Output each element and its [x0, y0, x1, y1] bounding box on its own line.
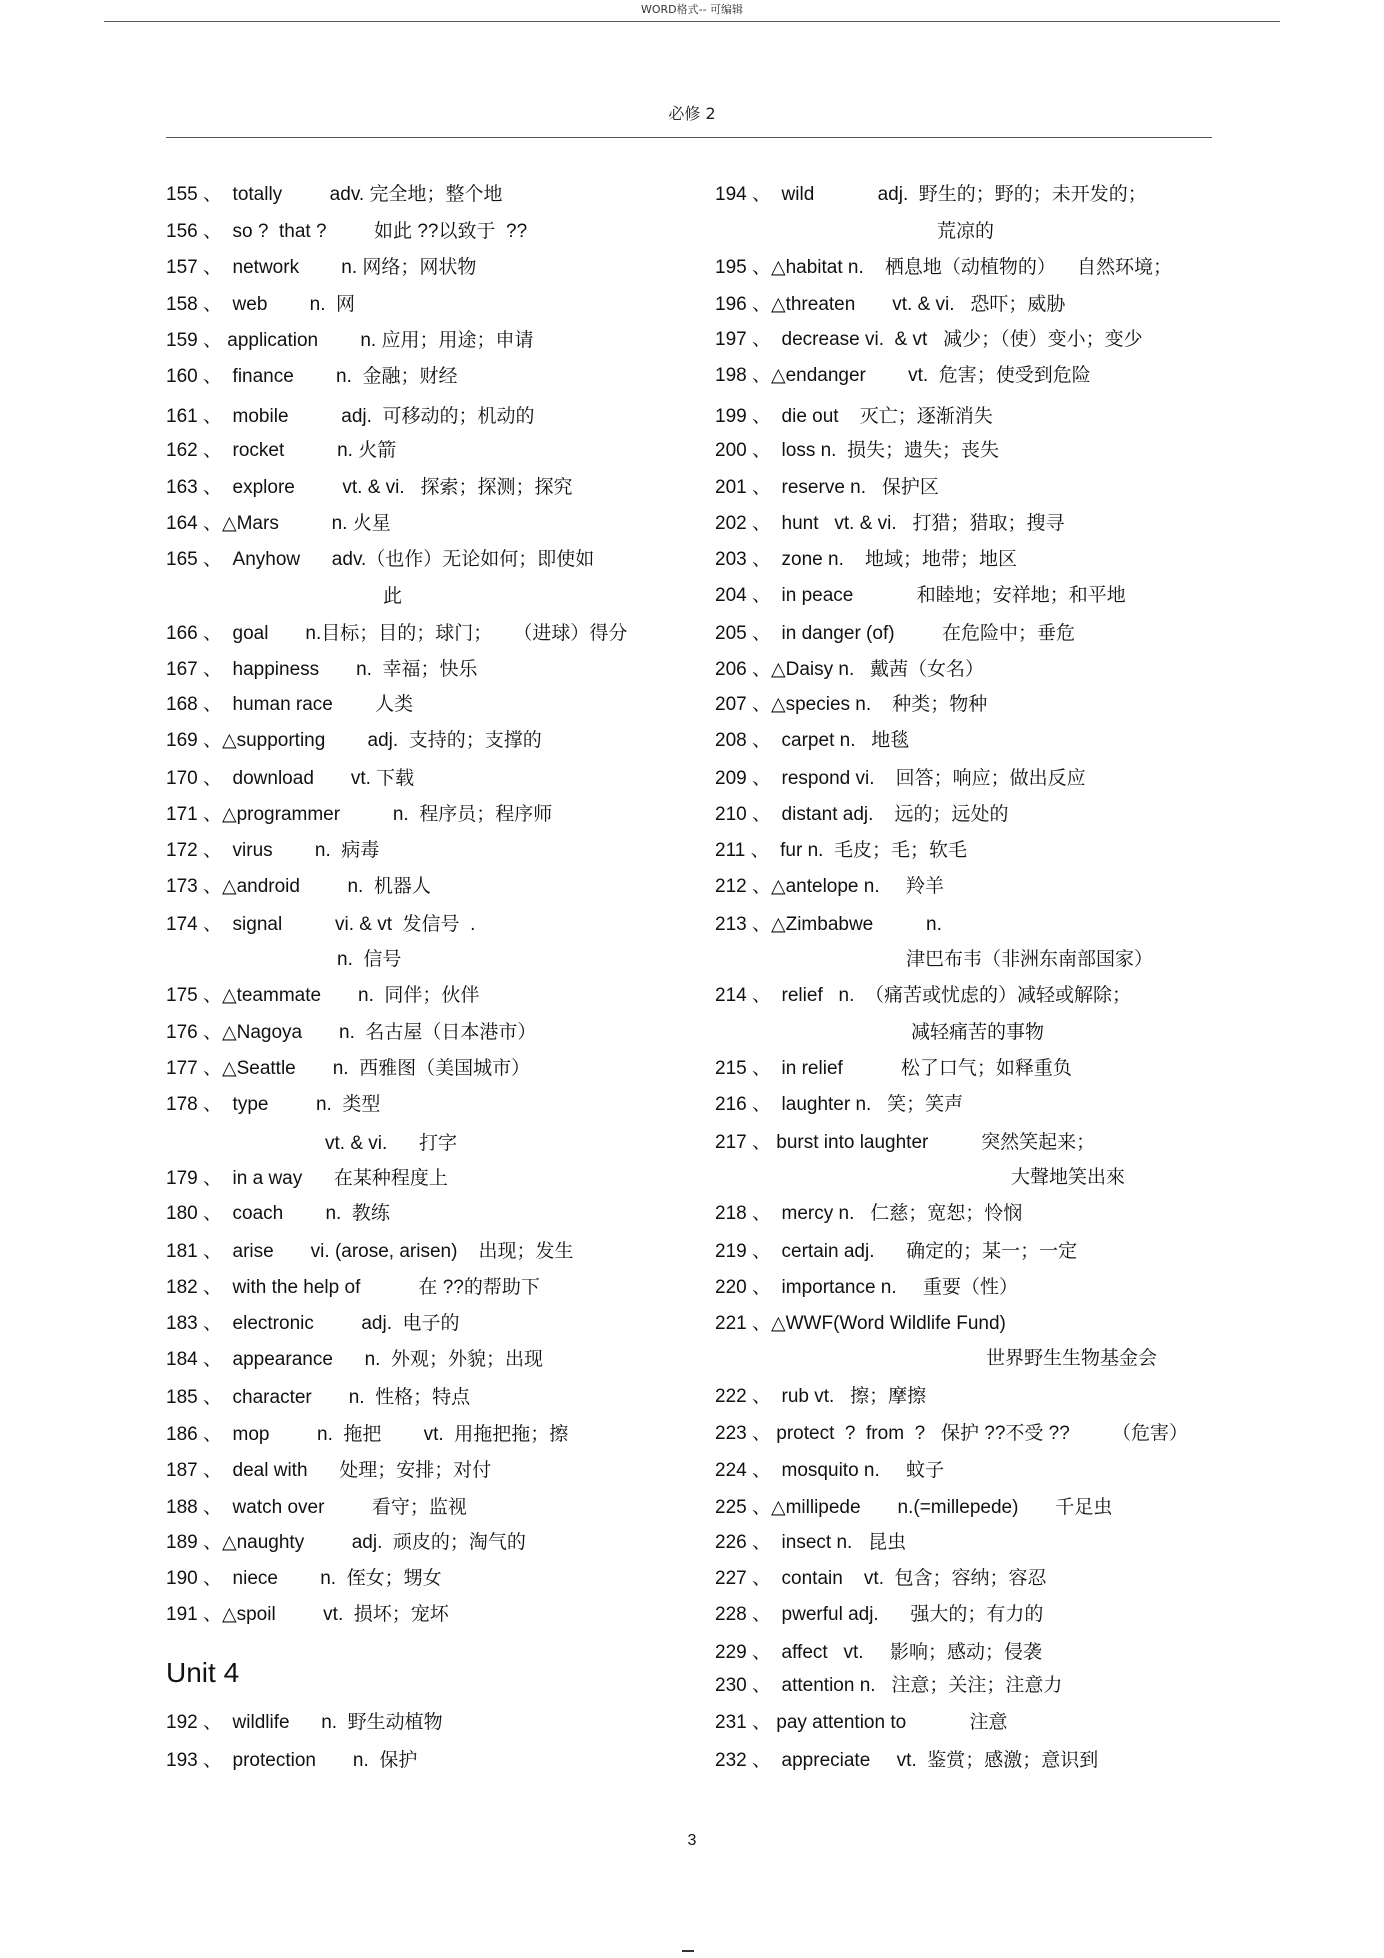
- vocab-entry-continuation: 津巴布韦（非洲东南部国家）: [906, 949, 1154, 970]
- vocab-entry: 160 、 finance n. 金融；财经: [166, 366, 458, 387]
- vocab-entry: 178 、 type n. 类型: [166, 1094, 381, 1115]
- vocab-entry: 197 、 decrease vi. & vt 减少；（使）变小；变少: [715, 329, 1143, 350]
- vocab-entry: 217 、 burst into laughter 突然笑起来；: [715, 1132, 1096, 1153]
- vocab-entry: 161 、 mobile adj. 可移动的；机动的: [166, 406, 535, 427]
- vocab-entry: 173 、△android n. 机器人: [166, 876, 431, 897]
- vocab-entry: 204 、 in peace 和睦地；安祥地；和平地: [715, 585, 1126, 606]
- running-header: 必修 2: [668, 104, 716, 123]
- vocab-entry: 228 、 pwerful adj. 强大的；有力的: [715, 1604, 1044, 1625]
- vocab-entry: 226 、 insect n. 昆虫: [715, 1532, 907, 1553]
- vocab-entry: 210 、 distant adj. 远的；远处的: [715, 804, 1009, 825]
- vocab-entry: 185 、 character n. 性格；特点: [166, 1387, 471, 1408]
- vocab-entry: 170 、 download vt. 下载: [166, 768, 415, 789]
- vocab-entry: 202 、 hunt vt. & vi. 打猎；猎取；搜寻: [715, 513, 1065, 534]
- vocab-entry: 207 、△species n. 种类；物种: [715, 694, 988, 715]
- vocab-entry: 156 、 so ? that ? 如此 ??以致于 ??: [166, 221, 528, 242]
- vocab-entry: 215 、 in relief 松了口气；如释重负: [715, 1058, 1072, 1079]
- vocab-entry: 167 、 happiness n. 幸福；快乐: [166, 659, 478, 680]
- vocab-entry: 189 、△naughty adj. 顽皮的；淘气的: [166, 1532, 526, 1553]
- vocab-entry: 232 、 appreciate vt. 鉴赏；感激；意识到: [715, 1750, 1099, 1771]
- vocab-entry-continuation: vt. & vi. 打字: [325, 1133, 457, 1154]
- vocab-entry: 190 、 niece n. 侄女；甥女: [166, 1568, 442, 1589]
- vocab-entry: 187 、 deal with 处理；安排；对付: [166, 1460, 492, 1481]
- vocab-entry: 212 、△antelope n. 羚羊: [715, 876, 945, 897]
- vocab-entry: 166 、 goal n.目标；目的；球门； （进球）得分: [166, 623, 628, 644]
- vocab-entry: 225 、△millipede n.(=millepede) 千足虫: [715, 1497, 1113, 1518]
- vocab-entry: 201 、 reserve n. 保护区: [715, 477, 939, 498]
- vocab-entry: 200 、 loss n. 损失；遗失；丧失: [715, 440, 1000, 461]
- vocab-entry: 193 、 protection n. 保护: [166, 1750, 418, 1771]
- vocab-entry: 219 、 certain adj. 确定的；某一；一定: [715, 1241, 1078, 1262]
- vocab-entry: 216 、 laughter n. 笑；笑声: [715, 1094, 964, 1115]
- vocab-entry: 163 、 explore vt. & vi. 探索；探测；探究: [166, 477, 573, 498]
- vocab-entry: 182 、 with the help of 在 ??的帮助下: [166, 1277, 540, 1298]
- vocab-entry: 171 、△programmer n. 程序员；程序师: [166, 804, 553, 825]
- vocab-entry: 203 、 zone n. 地域；地带；地区: [715, 549, 1017, 570]
- vocab-entry-continuation: 荒凉的: [937, 221, 995, 242]
- vocab-entry-continuation: 此: [383, 586, 403, 607]
- vocab-entry: 205 、 in danger (of) 在危险中；垂危: [715, 623, 1076, 644]
- vocab-entry: 164 、△Mars n. 火星: [166, 513, 391, 534]
- vocab-entry: 181 、 arise vi. (arose, arisen) 出现；发生: [166, 1241, 574, 1262]
- vocab-entry: 169 、△supporting adj. 支持的；支撑的: [166, 730, 542, 751]
- vocab-entry: 218 、 mercy n. 仁慈；宽恕；怜悯: [715, 1203, 1023, 1224]
- vocab-entry-continuation: 大聲地笑出來: [1011, 1167, 1126, 1188]
- vocab-entry: 162 、 rocket n. 火箭: [166, 440, 397, 461]
- vocab-entry: 165 、 Anyhow adv.（也作）无论如何；即使如: [166, 549, 595, 570]
- vocab-entry: 206 、△Daisy n. 戴茜（女名）: [715, 659, 985, 680]
- vocab-entry: 224 、 mosquito n. 蚊子: [715, 1460, 945, 1481]
- page-number: 3: [687, 1832, 697, 1849]
- vocab-entry: 221 、△WWF(Word Wildlife Fund): [715, 1313, 1006, 1334]
- vocab-entry: 208 、 carpet n. 地毯: [715, 730, 910, 751]
- vocab-entry: 188 、 watch over 看守；监视: [166, 1497, 467, 1518]
- vocab-entry: 220 、 importance n. 重要（性）: [715, 1277, 1019, 1298]
- vocab-entry: 214 、 relief n. （痛苦或忧虑的）减轻或解除；: [715, 985, 1131, 1006]
- vocab-entry: 196 、△threaten vt. & vi. 恐吓；威胁: [715, 294, 1066, 315]
- vocab-entry: 199 、 die out 灭亡；逐渐消失: [715, 406, 993, 427]
- vocab-entry: 183 、 electronic adj. 电子的: [166, 1313, 460, 1334]
- vocab-entry-continuation: 减轻痛苦的事物: [911, 1022, 1045, 1043]
- vocab-entry: 213 、△Zimbabwe n.: [715, 914, 942, 935]
- vocab-entry: 176 、△Nagoya n. 名古屋（日本港市）: [166, 1022, 537, 1043]
- bottom-mark: [682, 1950, 694, 1952]
- vocab-entry: 172 、 virus n. 病毒: [166, 840, 380, 861]
- vocab-entry: 222 、 rub vt. 擦；摩擦: [715, 1386, 927, 1407]
- unit-heading: Unit 4: [166, 1657, 240, 1688]
- vocab-entry: 159 、 application n. 应用；用途；申请: [166, 330, 534, 351]
- vocab-entry: 192 、 wildlife n. 野生动植物: [166, 1712, 443, 1733]
- vocab-entry-continuation: n. 信号: [337, 949, 402, 970]
- vocab-entry: 231 、 pay attention to 注意: [715, 1712, 1008, 1733]
- vocab-entry: 209 、 respond vi. 回答；响应；做出反应: [715, 768, 1086, 789]
- vocab-entry: 177 、△Seattle n. 西雅图（美国城市）: [166, 1058, 531, 1079]
- vocab-entry: 180 、 coach n. 教练: [166, 1203, 390, 1224]
- vocab-entry: 227 、 contain vt. 包含；容纳；容忍: [715, 1568, 1047, 1589]
- vocab-entry: 230 、 attention n. 注意；关注；注意力: [715, 1675, 1063, 1696]
- vocab-entry: 174 、 signal vi. & vt 发信号 .: [166, 914, 476, 935]
- vocab-entry: 198 、△endanger vt. 危害；使受到危险: [715, 365, 1091, 386]
- vocab-entry: 211 、 fur n. 毛皮；毛；软毛: [715, 840, 967, 861]
- vocab-entry: 175 、△teammate n. 同伴；伙伴: [166, 985, 480, 1006]
- vocab-entry: 195 、△habitat n. 栖息地（动植物的） 自然环境；: [715, 257, 1172, 278]
- vocab-entry: 168 、 human race 人类: [166, 694, 414, 715]
- vocab-entry: 179 、 in a way 在某种程度上: [166, 1168, 448, 1189]
- vocab-entry: 184 、 appearance n. 外观；外貌；出现: [166, 1349, 543, 1370]
- vocab-entry: 191 、△spoil vt. 损坏；宠坏: [166, 1604, 449, 1625]
- vocab-entry: 155 、 totally adv. 完全地；整个地: [166, 184, 503, 205]
- vocab-entry: 194 、 wild adj. 野生的；野的；未开发的；: [715, 184, 1147, 205]
- vocab-entry-continuation: 世界野生生物基金会: [986, 1348, 1158, 1369]
- vocab-entry: 157 、 network n. 网络；网状物: [166, 257, 477, 278]
- vocab-entry: 229 、 affect vt. 影响；感动；侵袭: [715, 1642, 1042, 1663]
- vocab-entry: 186 、 mop n. 拖把 vt. 用拖把拖；擦: [166, 1424, 569, 1445]
- document-banner: WORD格式-- 可编辑: [640, 3, 744, 16]
- vocab-entry: 158 、 web n. 网: [166, 294, 356, 315]
- vocab-entry: 223 、 protect ? from ? 保护 ??不受 ?? （危害）: [715, 1423, 1189, 1444]
